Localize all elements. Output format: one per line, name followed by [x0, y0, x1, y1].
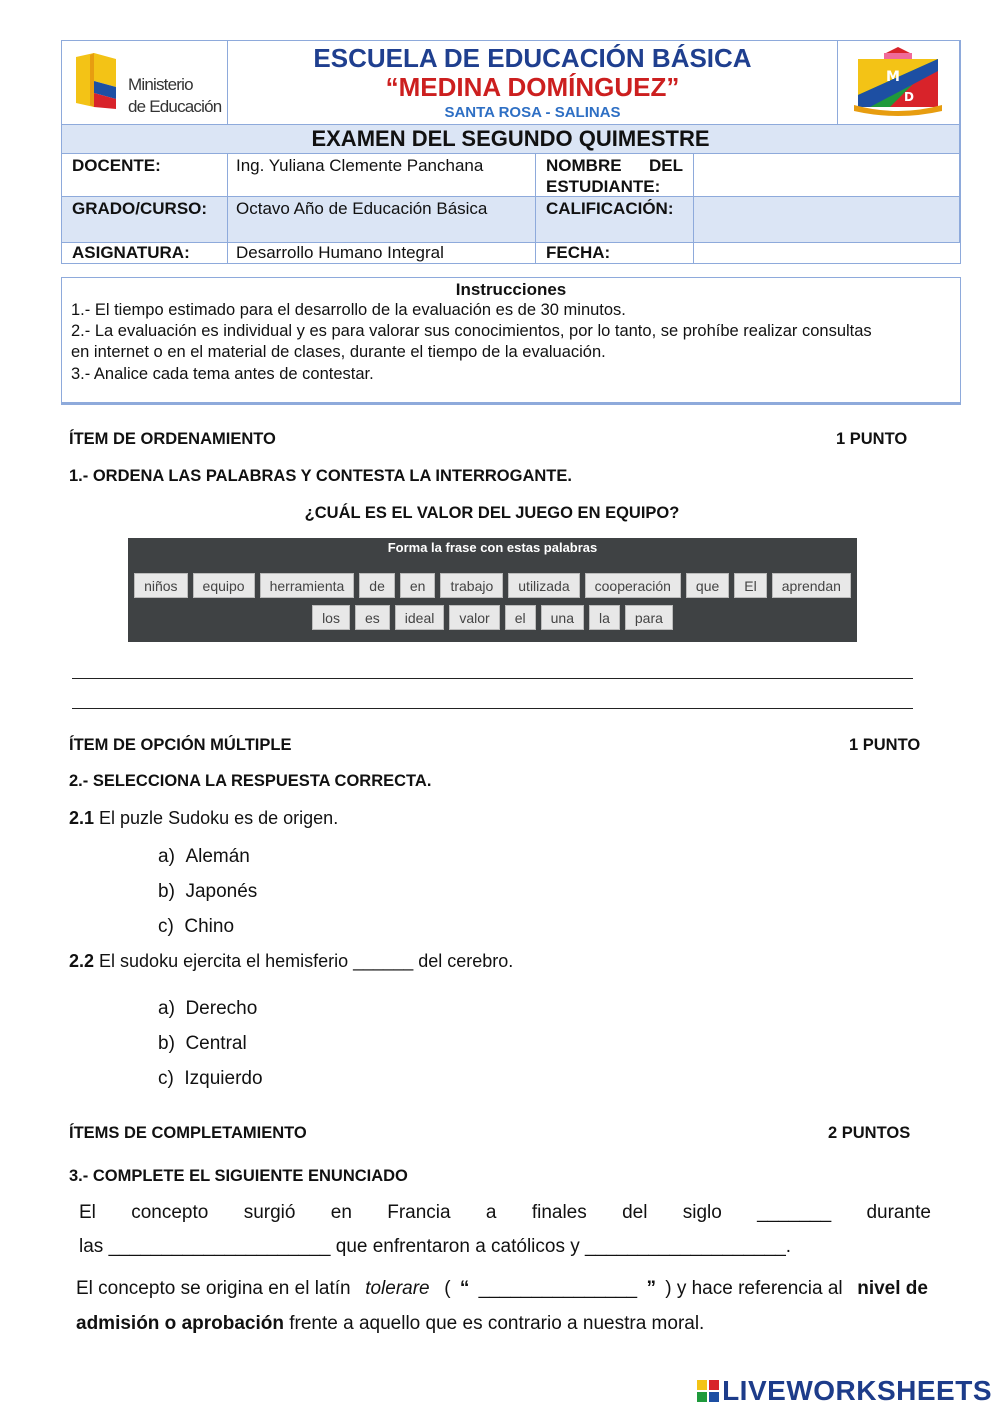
ministry-name-line2: de Educación	[128, 97, 222, 116]
word-chip[interactable]: en	[400, 573, 436, 598]
paragraph-word: a	[485, 1202, 497, 1223]
question-2-2	[69, 951, 513, 972]
instruction-3: 3.- Analice cada tema antes de contestar.	[71, 365, 374, 383]
calificacion-label: CALIFICACIÓN:	[536, 197, 694, 243]
exam-title-row	[62, 125, 960, 154]
question-2-1	[69, 808, 338, 829]
section1-question: ¿CUÁL ES EL VALOR DEL JUEGO EN EQUIPO?	[304, 504, 680, 522]
school-emblem-icon	[850, 45, 946, 119]
instructions-title: Instrucciones	[455, 280, 567, 299]
word-chip[interactable]: que	[686, 573, 729, 598]
ministry-logo	[62, 41, 228, 125]
answer-line-1[interactable]	[72, 678, 913, 679]
fecha-label: FECHA:	[536, 243, 694, 263]
word-panel-title: Forma la frase con estas palabras	[387, 540, 598, 555]
q2-text: El sudoku ejercita el hemisferio ______ del cerebro.	[94, 951, 514, 971]
paragraph-word: El	[79, 1202, 96, 1223]
docente-value: Ing. Yuliana Clemente Panchana	[228, 154, 536, 197]
answer-line-2[interactable]	[72, 708, 913, 709]
word-chip[interactable]: es	[355, 605, 390, 630]
exam-title: EXAMEN DEL SEGUNDO QUIMESTRE	[311, 126, 710, 151]
school-title-cell	[228, 41, 838, 125]
liveworksheets-logo	[696, 1375, 992, 1407]
asignatura-value: Desarrollo Humano Integral	[228, 243, 536, 263]
section3-title: ÍTEMS DE COMPLETAMIENTO	[69, 1124, 307, 1142]
q1-text: El puzle Sudoku es de origen.	[94, 808, 339, 828]
word-row-1	[128, 573, 857, 598]
section2-instruction: 2.- SELECCIONA LA RESPUESTA CORRECTA.	[69, 772, 432, 790]
instruction-2-cont: en internet o en el material de clases, durante el tiempo de la evaluación.	[71, 343, 606, 361]
svg-text:D: D	[904, 90, 914, 104]
p2-open-quote: “	[459, 1278, 470, 1299]
q1-option-a[interactable]: a) Alemán	[158, 846, 250, 867]
p2-bold-phrase: nivel de	[857, 1278, 928, 1299]
paragraph-word: siglo	[682, 1202, 722, 1223]
instruction-2: 2.- La evaluación es individual y es para valorar sus conocimientos, por lo tanto, se prohíbe realizar consultas	[71, 322, 872, 340]
p2-ending: frente a aquello que es contrario a nuestra moral.	[283, 1313, 705, 1334]
section2-points: 1 PUNTO	[849, 736, 921, 754]
section3-instruction: 3.- COMPLETE EL SIGUIENTE ENUNCIADO	[69, 1167, 408, 1185]
q1-number: 2.1	[69, 808, 95, 828]
completion-paragraph-1-line2[interactable]: las _____________________ que enfrentaron a católicos y ___________________.	[79, 1236, 792, 1257]
word-chip[interactable]: equipo	[193, 573, 255, 598]
ministry-flag-icon	[72, 51, 124, 111]
word-order-panel	[128, 538, 857, 642]
q2-option-b[interactable]: b) Central	[158, 1033, 247, 1054]
p2-close-quote: ”	[646, 1278, 656, 1299]
word-chip[interactable]: el	[505, 605, 536, 630]
q2-number: 2.2	[69, 951, 95, 971]
word-chip[interactable]: la	[589, 605, 620, 630]
school-subtitle: “MEDINA DOMÍNGUEZ”	[385, 72, 680, 102]
header-table	[61, 40, 961, 264]
p2-part-c: (	[438, 1278, 451, 1299]
word-chip[interactable]: de	[359, 573, 395, 598]
completion-paragraph-1-line1	[79, 1196, 931, 1230]
instructions-box	[61, 277, 961, 405]
student-label-line2: ESTUDIANTE:	[546, 177, 661, 196]
student-label-line1-b: DEL	[649, 156, 683, 175]
word-chip[interactable]: utilizada	[508, 573, 579, 598]
word-chip[interactable]: trabajo	[440, 573, 503, 598]
docente-label: DOCENTE:	[62, 154, 228, 197]
p2-part-g: ) y hace referencia al	[665, 1278, 848, 1299]
calificacion-field[interactable]	[694, 197, 960, 243]
word-chip[interactable]: El	[734, 573, 766, 598]
paragraph-word: finales	[531, 1202, 587, 1223]
paragraph-word: surgió	[243, 1202, 296, 1223]
paragraph-word: del	[622, 1202, 648, 1223]
paragraph-word: en	[330, 1202, 352, 1223]
ministry-name-line1: Ministerio	[128, 75, 193, 94]
word-chip[interactable]: niños	[134, 573, 187, 598]
section1-instruction: 1.- ORDENA LAS PALABRAS Y CONTESTA LA INTERROGANTE.	[69, 467, 572, 485]
grado-label: GRADO/CURSO:	[62, 197, 228, 243]
word-chip[interactable]: aprendan	[772, 573, 851, 598]
paragraph-word: concepto	[131, 1202, 209, 1223]
paragraph-word: durante	[866, 1202, 931, 1223]
student-name-field[interactable]	[694, 154, 960, 197]
q2-option-c[interactable]: c) Izquierdo	[158, 1068, 263, 1089]
century-blank[interactable]: _______	[757, 1202, 832, 1223]
student-name-label	[536, 154, 694, 197]
word-chip[interactable]: herramienta	[260, 573, 355, 598]
p2-bold-phrase-2: admisión o aprobación	[76, 1313, 284, 1334]
student-label-line1-a: NOMBRE	[546, 156, 622, 175]
p2-part-a: El concepto se origina en el latín	[76, 1278, 356, 1299]
asignatura-label: ASIGNATURA:	[62, 243, 228, 263]
fecha-field[interactable]	[694, 243, 960, 263]
footer-brand-text: LIVEWORKSHEETS	[722, 1375, 992, 1406]
instruction-1: 1.- El tiempo estimado para el desarrollo de la evaluación es de 30 minutos.	[71, 301, 626, 319]
svg-text:M: M	[886, 69, 900, 85]
q2-option-a[interactable]: a) Derecho	[158, 998, 258, 1019]
completion-paragraph-2-line2	[76, 1307, 704, 1341]
word-row-2	[128, 605, 857, 630]
section3-points: 2 PUNTOS	[828, 1124, 911, 1142]
q1-option-c[interactable]: c) Chino	[158, 916, 235, 937]
word-chip[interactable]: los	[312, 605, 350, 630]
p2-blank[interactable]: _______________	[478, 1278, 638, 1299]
section1-title: ÍTEM DE ORDENAMIENTO	[69, 430, 276, 448]
word-chip[interactable]: una	[541, 605, 584, 630]
school-location: SANTA ROSA - SALINAS	[444, 104, 621, 121]
completion-paragraph-2-line1[interactable]	[76, 1272, 928, 1306]
school-emblem	[838, 41, 960, 125]
word-chip[interactable]: cooperación	[585, 573, 681, 598]
word-chip[interactable]: ideal	[395, 605, 445, 630]
school-name: ESCUELA DE EDUCACIÓN BÁSICA	[313, 43, 752, 73]
paragraph-word: Francia	[387, 1202, 451, 1223]
section1-points: 1 PUNTO	[836, 430, 908, 448]
section2-title: ÍTEM DE OPCIÓN MÚLTIPLE	[69, 736, 292, 754]
liveworksheets-icon	[696, 1379, 720, 1403]
grado-value: Octavo Año de Educación Básica	[228, 197, 536, 243]
p2-latin-word: tolerare	[365, 1278, 430, 1299]
word-chip[interactable]: para	[625, 605, 673, 630]
q1-option-b[interactable]: b) Japonés	[158, 881, 258, 902]
word-chip[interactable]: valor	[449, 605, 499, 630]
